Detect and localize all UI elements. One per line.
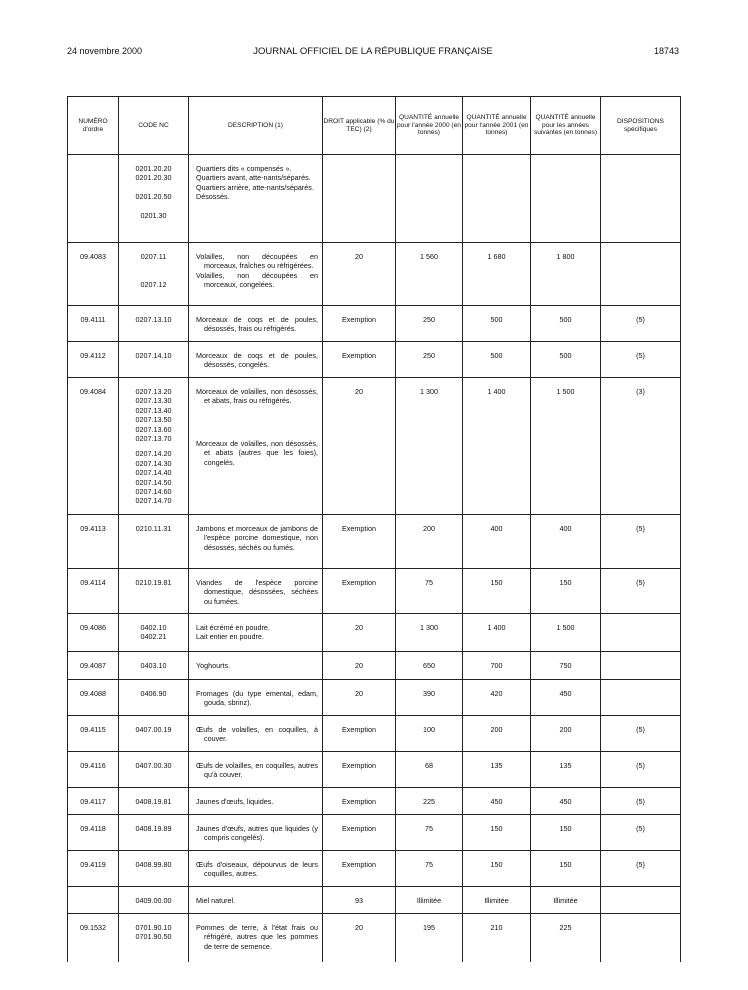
description-item: Morceaux de volailles, non désossés, et abats, frais ou réfrigérés. xyxy=(196,387,318,406)
dispositions-cell: (5) xyxy=(601,342,681,378)
code-value xyxy=(119,271,188,280)
quantite-suivantes-cell: 135 xyxy=(531,752,601,788)
table-row xyxy=(68,851,681,887)
description-item: Jaunes d'œufs, autres que liquides (y compris congelés). xyxy=(196,824,318,843)
col-header-droit: DROIT applicable (% du TEC) (2) xyxy=(323,97,396,155)
dispositions-cell xyxy=(601,680,681,716)
quantite-2000-cell: 195 xyxy=(396,914,463,962)
table-row xyxy=(68,614,681,652)
code-cell xyxy=(119,652,189,680)
description-item: Miel naturel. xyxy=(196,896,236,905)
numero-cell: 09.1532 xyxy=(68,914,119,962)
code-value: 0403.10 xyxy=(140,661,167,670)
code-cell xyxy=(119,887,189,914)
code-value: 0207.12 xyxy=(140,280,167,290)
quantite-suivantes-cell: 200 xyxy=(531,716,601,752)
table-row xyxy=(68,342,681,378)
numero-cell: 09.4088 xyxy=(68,680,119,716)
code-value: 0207.14.10 xyxy=(135,351,172,360)
table-row xyxy=(68,815,681,851)
dispositions-cell xyxy=(601,652,681,680)
code-value: 0201.20.30 xyxy=(135,173,172,183)
code-cell xyxy=(119,243,189,306)
quantite-suivantes-cell: 500 xyxy=(531,342,601,378)
droit-cell: Exemption xyxy=(323,515,396,569)
droit-cell: 20 xyxy=(323,680,396,716)
quantite-2000-cell: 250 xyxy=(396,342,463,378)
description-cell xyxy=(189,887,323,914)
description-cell xyxy=(189,815,323,851)
code-value xyxy=(119,202,188,211)
code-value: 0207.14.60 xyxy=(135,487,172,497)
code-cell xyxy=(119,716,189,752)
col-header-qsuiv: QUANTITÉ annuelle pour les années suivantes (en tonnes) xyxy=(531,97,601,155)
col-header-code: CODE NC xyxy=(119,97,189,155)
dispositions-cell: (3) xyxy=(601,378,681,515)
droit-cell: Exemption xyxy=(323,716,396,752)
dispositions-cell xyxy=(601,155,681,243)
quantite-suivantes-cell: 1 800 xyxy=(531,243,601,306)
quantite-suivantes-cell: 750 xyxy=(531,652,601,680)
droit-cell xyxy=(323,155,396,243)
quantite-suivantes-cell: 450 xyxy=(531,680,601,716)
quantite-2001-cell xyxy=(463,155,531,243)
header-page-number: 18743 xyxy=(653,46,679,56)
droit-cell: Exemption xyxy=(323,815,396,851)
table-row xyxy=(68,752,681,788)
dispositions-cell xyxy=(601,914,681,962)
quantite-2000-cell: 650 xyxy=(396,652,463,680)
droit-cell: 20 xyxy=(323,652,396,680)
code-value: 0207.13.30 xyxy=(135,396,172,406)
code-value: 0701.90.50 xyxy=(135,932,172,942)
numero-cell xyxy=(68,155,119,243)
numero-cell: 09.4114 xyxy=(68,569,119,614)
description-cell xyxy=(189,378,323,515)
code-cell xyxy=(119,155,189,243)
numero-cell: 09.4083 xyxy=(68,243,119,306)
numero-cell: 09.4084 xyxy=(68,378,119,515)
description-item: Jaunes d'œufs, liquides. xyxy=(196,797,274,806)
table-row xyxy=(68,155,681,243)
quantite-suivantes-cell: 400 xyxy=(531,515,601,569)
code-value: 0207.13.50 xyxy=(135,415,172,425)
quantite-2000-cell: 390 xyxy=(396,680,463,716)
quantite-2000-cell: 75 xyxy=(396,569,463,614)
description-item: Désossés. xyxy=(196,192,230,202)
dispositions-cell: (5) xyxy=(601,569,681,614)
code-value: 0201.20.20 xyxy=(135,164,172,173)
code-cell xyxy=(119,342,189,378)
quantite-2001-cell: 1 400 xyxy=(463,378,531,515)
table-row xyxy=(68,569,681,614)
droit-cell: 93 xyxy=(323,887,396,914)
numero-cell: 09.4115 xyxy=(68,716,119,752)
description-item: Morceaux de coqs et de poules, désossés, congelés. xyxy=(196,351,318,370)
code-value: 0207.14.40 xyxy=(135,468,172,478)
description-cell xyxy=(189,716,323,752)
code-value: 0408.19.89 xyxy=(135,824,172,833)
code-cell xyxy=(119,815,189,851)
code-value: 0210.11.31 xyxy=(135,524,172,533)
droit-cell: Exemption xyxy=(323,569,396,614)
quantite-suivantes-cell: 150 xyxy=(531,851,601,887)
dispositions-cell xyxy=(601,614,681,652)
table-header-row xyxy=(68,97,681,155)
quantite-2001-cell: 1 400 xyxy=(463,614,531,652)
dispositions-cell: (5) xyxy=(601,788,681,815)
code-value: 0201.20.50 xyxy=(135,192,172,202)
table-row xyxy=(68,652,681,680)
numero-cell: 09.4111 xyxy=(68,306,119,342)
code-cell xyxy=(119,306,189,342)
code-value: 0402.21 xyxy=(140,632,167,642)
header-title: JOURNAL OFFICIEL DE LA RÉPUBLIQUE FRANÇAISE xyxy=(253,46,493,57)
description-cell xyxy=(189,788,323,815)
code-value: 0207.14.30 xyxy=(135,458,172,468)
table-row xyxy=(68,515,681,569)
droit-cell: Exemption xyxy=(323,851,396,887)
description-cell xyxy=(189,652,323,680)
table-row xyxy=(68,716,681,752)
quantite-2001-cell: 500 xyxy=(463,342,531,378)
numero-cell: 09.4117 xyxy=(68,788,119,815)
description-item: Quartiers avant, atte-nants/séparés. xyxy=(196,173,311,183)
droit-cell: 20 xyxy=(323,378,396,515)
quantite-suivantes-cell: 500 xyxy=(531,306,601,342)
description-item: Viandes de l'espèce porcine domestique, désossées, séchées ou fumées. xyxy=(196,578,318,606)
description-cell xyxy=(189,515,323,569)
quantite-2000-cell: 1 300 xyxy=(396,378,463,515)
col-header-q2000: QUANTITÉ annuelle pour l'année 2000 (en tonnes) xyxy=(396,97,463,155)
quantite-suivantes-cell: 150 xyxy=(531,815,601,851)
code-cell xyxy=(119,569,189,614)
description-cell xyxy=(189,614,323,652)
quantite-2000-cell: 75 xyxy=(396,851,463,887)
description-item: Yoghourts. xyxy=(196,661,231,670)
code-cell xyxy=(119,680,189,716)
quantite-2001-cell: 700 xyxy=(463,652,531,680)
quantite-suivantes-cell: 1 500 xyxy=(531,378,601,515)
code-value: 0207.14.70 xyxy=(135,496,172,506)
quantite-suivantes-cell: 150 xyxy=(531,569,601,614)
code-value xyxy=(119,183,188,192)
description-item: Morceaux de coqs et de poules, désossés, frais ou réfrigérés. xyxy=(196,315,318,334)
col-header-q2001: QUANTITÉ annuelle pour l'année 2001 (en tonnes) xyxy=(463,97,531,155)
code-value: 0701.90.10 xyxy=(135,923,172,932)
quantite-suivantes-cell xyxy=(531,155,601,243)
description-item: Lait entier en poudre. xyxy=(196,632,264,642)
quantite-2000-cell: Illimitée xyxy=(396,887,463,914)
dispositions-cell xyxy=(601,243,681,306)
description-item: Volailles, non découpées en morceaux, congelées. xyxy=(196,270,318,290)
dispositions-cell: (5) xyxy=(601,752,681,788)
description-item: Jambons et morceaux de jambons de l'espèce porcine domestique, non désossés, séchés ou fumés. xyxy=(196,524,318,552)
numero-cell: 09.4116 xyxy=(68,752,119,788)
droit-cell: Exemption xyxy=(323,752,396,788)
description-cell xyxy=(189,243,323,306)
description-item: Lait écrémé en poudre. xyxy=(196,623,270,632)
page-header xyxy=(67,46,679,60)
droit-cell: 20 xyxy=(323,243,396,306)
description-cell xyxy=(189,851,323,887)
description-cell xyxy=(189,342,323,378)
table-row xyxy=(68,914,681,962)
table-row xyxy=(68,378,681,515)
description-item: Volailles, non découpées en morceaux, fraîches ou réfrigérées. xyxy=(196,252,318,271)
quantite-2001-cell: 500 xyxy=(463,306,531,342)
code-value: 0207.14.50 xyxy=(135,477,172,487)
description-item: Œufs de volailles, en coquilles, à couver. xyxy=(196,725,318,744)
col-header-numero: NUMÉRO d'ordre xyxy=(68,97,119,155)
code-cell xyxy=(119,378,189,515)
numero-cell: 09.4086 xyxy=(68,614,119,652)
header-date: 24 novembre 2000 xyxy=(67,46,143,56)
description-cell xyxy=(189,306,323,342)
table-body xyxy=(68,155,681,962)
description-item: Quartiers dits « compensés ». xyxy=(196,164,292,173)
table-row xyxy=(68,243,681,306)
code-cell xyxy=(119,515,189,569)
quantite-2001-cell: 400 xyxy=(463,515,531,569)
droit-cell: Exemption xyxy=(323,342,396,378)
quota-table xyxy=(67,96,681,962)
code-cell xyxy=(119,614,189,652)
code-value: 0407.00.19 xyxy=(135,725,172,734)
description-cell xyxy=(189,680,323,716)
quantite-2001-cell: 450 xyxy=(463,788,531,815)
code-value: 0402.10 xyxy=(140,623,167,632)
quantite-2000-cell: 75 xyxy=(396,815,463,851)
numero-cell: 09.4113 xyxy=(68,515,119,569)
description-item: Quartiers arrière, atte-nants/séparés. xyxy=(196,182,314,192)
quantite-2000-cell: 225 xyxy=(396,788,463,815)
quantite-2000-cell: 250 xyxy=(396,306,463,342)
code-value: 0406.90 xyxy=(140,689,167,698)
droit-cell: Exemption xyxy=(323,788,396,815)
quantite-suivantes-cell: 225 xyxy=(531,914,601,962)
code-value: 0207.13.40 xyxy=(135,405,172,415)
numero-cell: 09.4112 xyxy=(68,342,119,378)
description-item: Œufs de volailles, en coquilles, autres qu'à couver. xyxy=(196,761,318,780)
quantite-2000-cell xyxy=(396,155,463,243)
description-item: Fromages (du type emental, edam, gouda, sbrinz). xyxy=(196,689,318,708)
code-value: 0409.00.00 xyxy=(135,896,172,905)
quantite-2001-cell: 200 xyxy=(463,716,531,752)
quantite-2001-cell: Illimitée xyxy=(463,887,531,914)
table-row xyxy=(68,306,681,342)
quantite-2001-cell: 150 xyxy=(463,851,531,887)
dispositions-cell: (5) xyxy=(601,815,681,851)
dispositions-cell: (5) xyxy=(601,716,681,752)
droit-cell: 20 xyxy=(323,914,396,962)
code-cell xyxy=(119,914,189,962)
quantite-2000-cell: 68 xyxy=(396,752,463,788)
droit-cell: 20 xyxy=(323,614,396,652)
quantite-suivantes-cell: Illimitée xyxy=(531,887,601,914)
quantite-2000-cell: 200 xyxy=(396,515,463,569)
table-row xyxy=(68,887,681,914)
code-cell xyxy=(119,788,189,815)
code-cell xyxy=(119,752,189,788)
quantite-suivantes-cell: 1 500 xyxy=(531,614,601,652)
quantite-2001-cell: 210 xyxy=(463,914,531,962)
code-value: 0207.13.10 xyxy=(135,315,172,324)
code-value: 0207.13.70 xyxy=(135,434,172,444)
dispositions-cell: (5) xyxy=(601,306,681,342)
code-value: 0207.11 xyxy=(140,252,167,261)
col-header-description: DESCRIPTION (1) xyxy=(189,97,323,155)
table-row xyxy=(68,680,681,716)
numero-cell: 09.4119 xyxy=(68,851,119,887)
description-item: Morceaux de volailles, non désossés, et abats (autres que les foies), congelés. xyxy=(196,438,318,467)
quantite-2000-cell: 100 xyxy=(396,716,463,752)
table-row xyxy=(68,788,681,815)
code-value: 0207.13.20 xyxy=(135,387,172,396)
description-cell xyxy=(189,569,323,614)
description-cell xyxy=(189,155,323,243)
dispositions-cell: (5) xyxy=(601,515,681,569)
col-header-dispositions: DISPOSITIONS spécifiques xyxy=(601,97,681,155)
droit-cell: Exemption xyxy=(323,306,396,342)
numero-cell xyxy=(68,887,119,914)
code-value: 0407.00.30 xyxy=(135,761,172,770)
numero-cell: 09.4118 xyxy=(68,815,119,851)
code-value: 0408.99.80 xyxy=(135,860,172,869)
description-item: Œufs d'oiseaux, dépourvus de leurs coquilles, autres. xyxy=(196,860,318,879)
code-cell xyxy=(119,851,189,887)
code-value: 0408.19.81 xyxy=(135,797,172,806)
description-item: Pommes de terre, à l'état frais ou réfrigéré, autres que les pommes de terre de semence. xyxy=(196,923,318,951)
quantite-2000-cell: 1 560 xyxy=(396,243,463,306)
quantite-2001-cell: 1 680 xyxy=(463,243,531,306)
quantite-suivantes-cell: 450 xyxy=(531,788,601,815)
quantite-2001-cell: 150 xyxy=(463,815,531,851)
dispositions-cell: (5) xyxy=(601,851,681,887)
quantite-2000-cell: 1 300 xyxy=(396,614,463,652)
code-value: 0201.30 xyxy=(140,211,167,221)
quantite-2001-cell: 420 xyxy=(463,680,531,716)
quantite-2001-cell: 150 xyxy=(463,569,531,614)
code-value xyxy=(119,261,188,270)
dispositions-cell xyxy=(601,887,681,914)
quantite-2001-cell: 135 xyxy=(463,752,531,788)
code-value: 0210.19.81 xyxy=(135,578,172,587)
numero-cell: 09.4087 xyxy=(68,652,119,680)
description-cell xyxy=(189,752,323,788)
description-cell xyxy=(189,914,323,962)
code-value: 0207.13.60 xyxy=(135,424,172,434)
code-value: 0207.14.20 xyxy=(135,449,172,459)
